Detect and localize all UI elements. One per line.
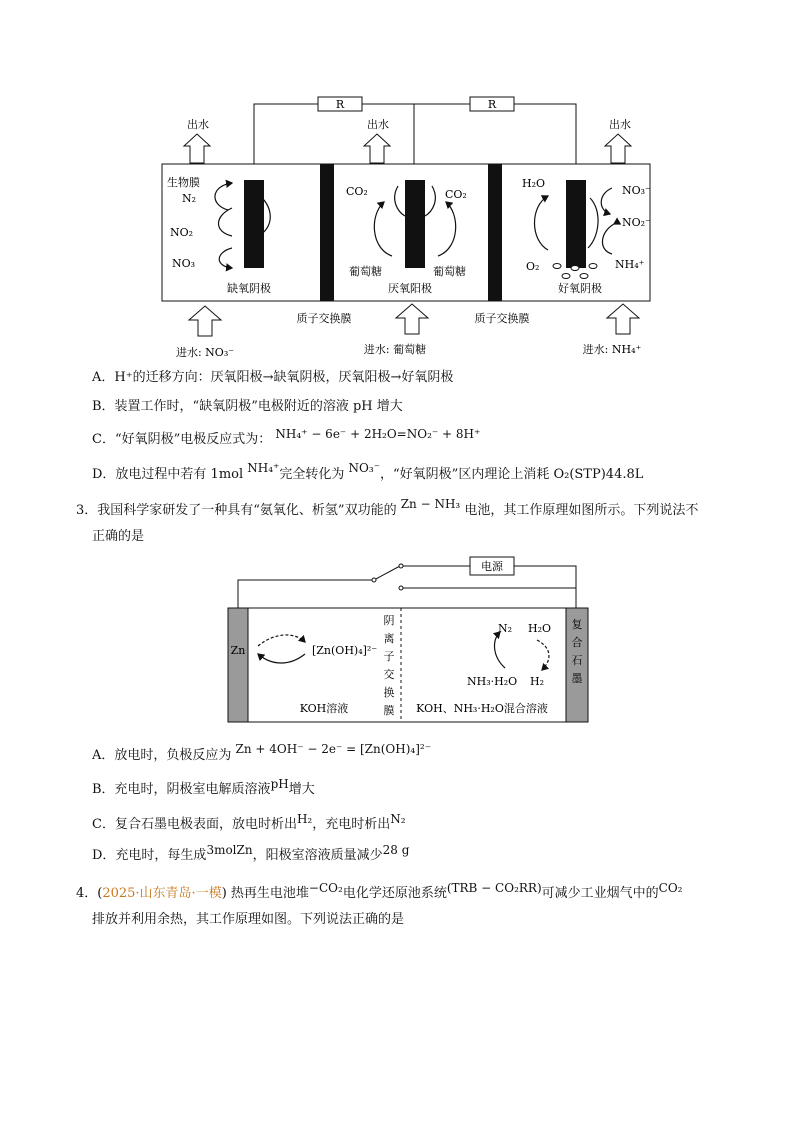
membrane-1-label: 质子交换膜 [296, 312, 352, 325]
co2-right-label: CO₂ [445, 188, 467, 201]
q2-c-prefix: C．“好氧阴极”电极反应式为： [92, 432, 272, 447]
biofilm-label: 生物膜 [167, 176, 200, 189]
q2-option-b: B．装置工作时，“缺氧阴极”电极附近的溶液 pH 增大 [92, 399, 403, 414]
membrane-char-6: 膜 [383, 704, 395, 717]
switch-contact-1 [399, 564, 403, 568]
graphite-char-2: 合 [571, 636, 583, 649]
q3-option-c [92, 812, 406, 834]
nh3h2o-fig2-label: NH₃·H₂O [467, 675, 518, 688]
q2-option-d [92, 461, 644, 484]
q3-b-text-1: B．充电时，阴极室电解质溶液 [92, 782, 271, 797]
q3-stem-line-2: 正确的是 [92, 529, 145, 544]
q2-d-text-3: 完全转化为 [279, 467, 345, 482]
electrode-right [566, 180, 586, 268]
q4-formula-3: CO₂ [658, 881, 683, 895]
h2o-fig2-label: H₂O [528, 622, 552, 635]
electrode-mid [405, 180, 425, 268]
q4-text-c: 可减少工业烟气中的 [541, 886, 659, 901]
outlet-left-label: 出水 [187, 118, 209, 131]
right-electrode-name: 好氧阴极 [558, 282, 602, 295]
no3-right-label: NO₃⁻ [622, 184, 651, 197]
membrane-2 [488, 164, 502, 301]
q3-b-text-3: 增大 [288, 782, 315, 797]
q3-a-formula: Zn + 4OH⁻ − 2e⁻ = [Zn(OH)₄]²⁻ [235, 742, 432, 756]
inlet-arrows [189, 304, 639, 336]
switch-contact-2 [399, 586, 403, 590]
switch-pivot [372, 578, 376, 582]
membrane-char-2: 离 [383, 632, 395, 645]
nh4-right-label: NH₄⁺ [615, 258, 645, 271]
q2-option-c [92, 427, 481, 449]
no2-right-label: NO₂⁻ [622, 216, 651, 229]
resistor-2-label: R [487, 98, 497, 111]
power-source-label: 电源 [481, 560, 503, 573]
fig1-diagram [0, 0, 794, 365]
q3-d-text-3: ，阳极室溶液质量减少 [252, 848, 383, 863]
resistor-1-label: R [335, 98, 345, 111]
mid-electrode-name: 厌氧阳极 [388, 282, 432, 295]
zn-complex-label: [Zn(OH)₄]²⁻ [312, 644, 378, 657]
inlet-mid-label: 进水: 葡萄糖 [363, 343, 427, 356]
fig2-diagram [0, 548, 794, 728]
membrane-2-label: 质子交换膜 [474, 312, 530, 325]
graphite-char-1: 复 [571, 618, 583, 631]
q3-stem-line-1 [76, 497, 699, 520]
mixed-solution-label: KOH、NH₃·H₂O混合溶液 [416, 702, 548, 715]
q4-formula-1: −CO₂ [308, 881, 343, 895]
q3-b-ph: pH [270, 777, 289, 791]
q3-option-d [92, 843, 410, 865]
q3-d-mass: 28 g [382, 843, 410, 857]
q3-c-h2: H₂ [296, 812, 313, 826]
o2-label: O₂ [526, 260, 540, 273]
zn-label: Zn [230, 644, 246, 657]
glucose-left-label: 葡萄糖 [349, 265, 382, 278]
graphite-char-4: 墨 [571, 672, 583, 685]
q3-d-zn: 3molZn [206, 843, 253, 857]
q2-c-formula: NH₄⁺ − 6e⁻ + 2H₂O=NO₂⁻ + 8H⁺ [275, 427, 481, 441]
q4-text-b: 电化学还原池系统 [342, 886, 447, 901]
q2-d-text-1: D．放电过程中若有 1mol [92, 467, 244, 482]
h2o-label: H₂O [522, 177, 546, 190]
outlet-mid-label: 出水 [367, 118, 389, 131]
membrane-char-3: 子 [383, 650, 395, 663]
q4-source: 2025·山东青岛·一模 [102, 886, 222, 901]
glucose-right-label: 葡萄糖 [433, 265, 466, 278]
q4-num: 4．( [76, 886, 103, 901]
q4-text-a: ) 热再生电池堆 [221, 886, 309, 901]
n2-fig2-label: N₂ [498, 622, 513, 635]
inlet-left-label: 进水: NO₃⁻ [175, 346, 235, 359]
q3-c-n2: N₂ [390, 812, 406, 826]
electrode-left [244, 180, 264, 268]
q2-d-nh4: NH₄⁺ [247, 461, 280, 475]
q3-d-text-1: D．充电时，每生成 [92, 848, 207, 863]
q4-stem-line-1 [76, 881, 683, 903]
membrane-1 [320, 164, 334, 301]
left-electrode-name: 缺氧阴极 [227, 282, 271, 295]
fig2-circuit [238, 566, 576, 608]
membrane-char-1: 阴 [383, 614, 395, 627]
co2-left-label: CO₂ [346, 185, 368, 198]
q4-stem-line-2: 排放并利用余热，其工作原理如图。下列说法正确的是 [92, 912, 405, 927]
q2-d-text-5: ，“好氧阴极”区内理论上消耗 O₂(STP)44.8L [380, 467, 644, 482]
q3-option-b [92, 777, 315, 799]
h2-fig2-label: H₂ [530, 675, 545, 688]
q3-c-text-3: ，充电时析出 [312, 817, 391, 832]
membrane-char-4: 交 [383, 668, 395, 681]
q2-option-a: A．H⁺的迁移方向：厌氧阳极→缺氧阴极，厌氧阳极→好氧阴极 [92, 370, 454, 385]
q2-d-no3: NO₃⁻ [348, 461, 381, 475]
membrane-char-5: 换 [383, 686, 395, 699]
zn-electrode [228, 608, 248, 722]
q3-stem-text-1: 3．我国科学家研发了一种具有“氨氧化、析氢”双功能的 [76, 503, 397, 518]
no3-label: NO₃ [172, 257, 196, 270]
graphite-char-3: 石 [571, 654, 583, 667]
q4-formula-2: (TRB − CO₂RR) [446, 881, 542, 895]
q3-option-a [92, 742, 432, 765]
q3-a-text: A．放电时，负极反应为 [92, 748, 232, 763]
q3-stem-text-2: 电池，其工作原理如图所示。下列说法不 [464, 503, 699, 518]
q3-c-text-1: C．复合石墨电极表面，放电时析出 [92, 817, 297, 832]
outlet-right-label: 出水 [609, 118, 631, 131]
q3-stem-formula: Zn − NH₃ [400, 497, 461, 511]
n2-label: N₂ [182, 192, 197, 205]
no2-label: NO₂ [170, 226, 194, 239]
inlet-right-label: 进水: NH₄⁺ [582, 343, 642, 356]
outlet-arrows [184, 134, 631, 163]
koh-label: KOH溶液 [299, 702, 349, 715]
